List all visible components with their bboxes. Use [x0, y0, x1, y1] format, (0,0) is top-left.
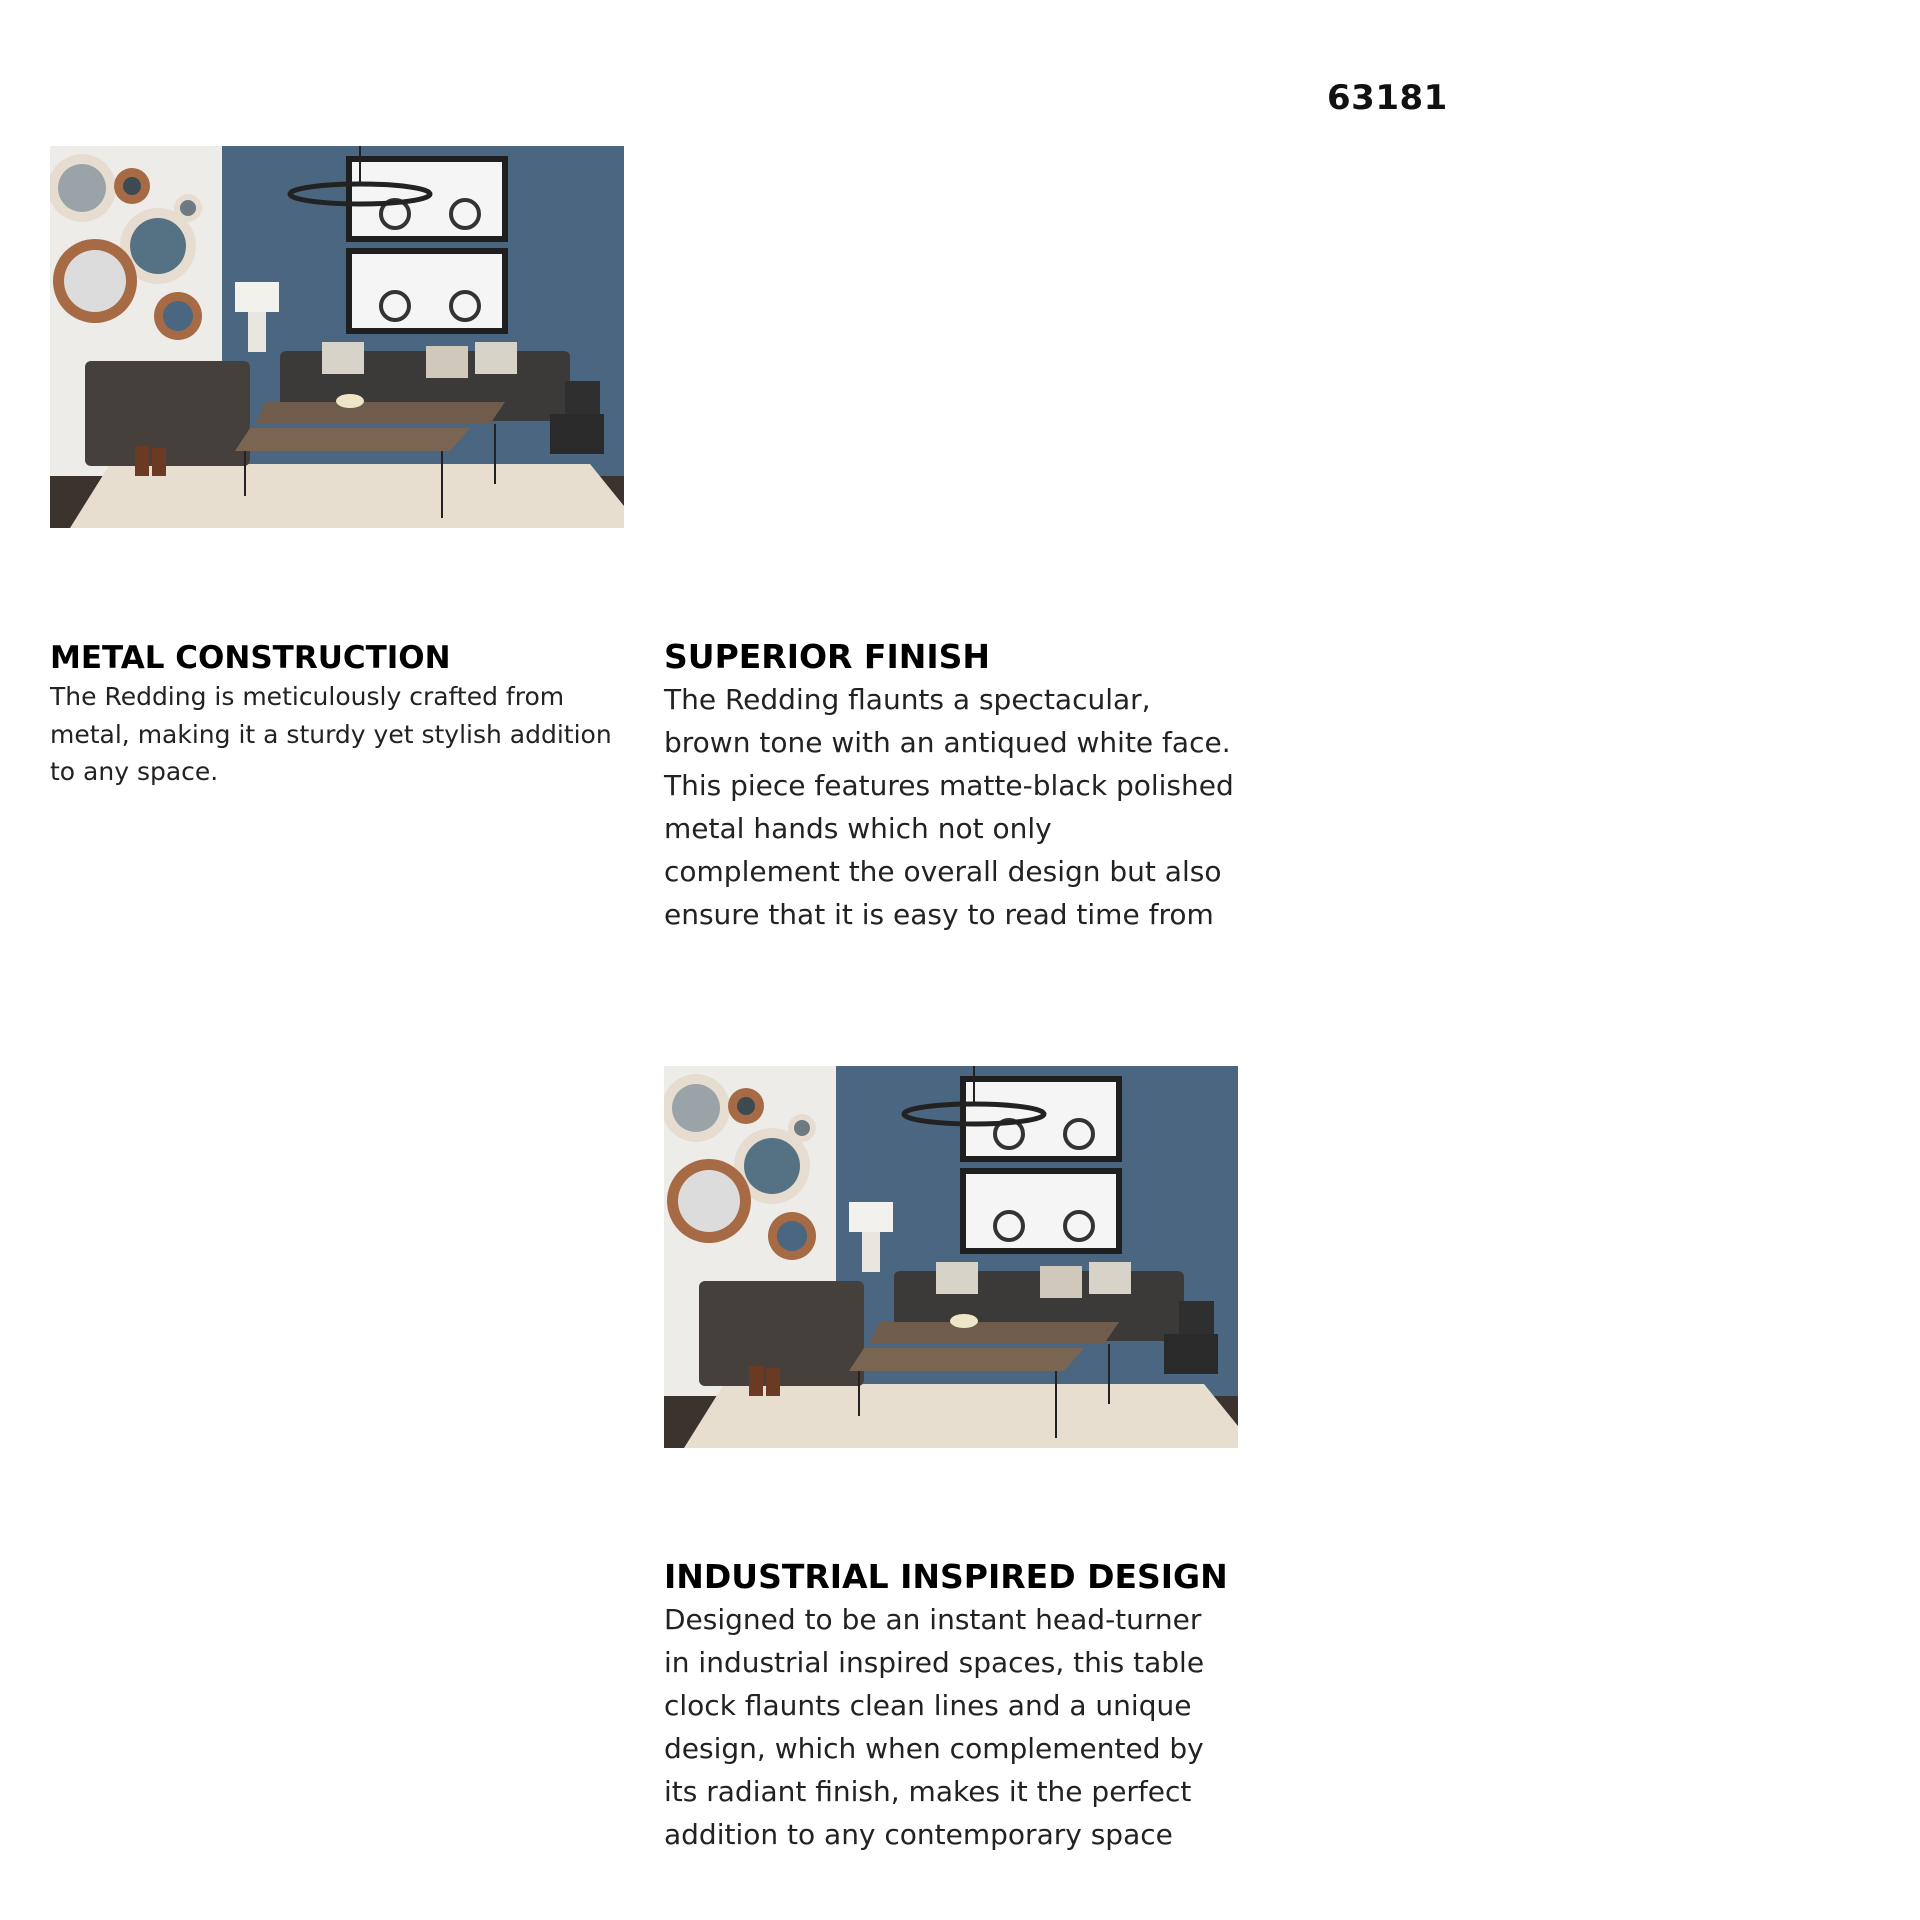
description-line: This piece features matte-black polished — [664, 769, 1234, 802]
feature-title: SUPERIOR FINISH — [664, 637, 991, 676]
feature-description — [664, 1598, 1264, 1856]
feature-title: METAL CONSTRUCTION — [50, 640, 451, 676]
description-line: in industrial inspired spaces, this table — [664, 1646, 1205, 1679]
feature-metal-construction — [50, 638, 630, 791]
feature-superior-finish — [664, 636, 1264, 936]
description-line: brown tone with an antiqued white face. — [664, 726, 1231, 759]
description-line: The Redding flaunts a spectacular, — [664, 683, 1151, 716]
description-line: design, which when complemented by — [664, 1732, 1204, 1765]
description-line: complement the overall design but also — [664, 855, 1222, 888]
description-line: to any space. — [50, 757, 219, 786]
feature-description — [50, 678, 630, 791]
sku-number: 63181 — [1327, 78, 1448, 118]
lifestyle-photo-1 — [50, 146, 624, 528]
description-line: metal, making it a sturdy yet stylish addition — [50, 719, 612, 749]
description-line: ensure that it is easy to read time from — [664, 898, 1214, 931]
description-line: Designed to be an instant head-turner — [664, 1603, 1202, 1636]
living-room-scene — [664, 1066, 1238, 1448]
description-line: The Redding is meticulously crafted from — [50, 682, 565, 711]
lifestyle-photo-2 — [664, 1066, 1238, 1448]
description-line: metal hands which not only — [664, 812, 1052, 845]
living-room-scene — [50, 146, 624, 528]
feature-title: INDUSTRIAL INSPIRED DESIGN — [664, 1557, 1228, 1596]
feature-industrial-design — [664, 1556, 1264, 1856]
description-line: clock flaunts clean lines and a unique — [664, 1689, 1192, 1722]
description-line: addition to any contemporary space — [664, 1818, 1173, 1851]
feature-description — [664, 678, 1264, 936]
description-line: its radiant finish, makes it the perfect — [664, 1775, 1192, 1808]
